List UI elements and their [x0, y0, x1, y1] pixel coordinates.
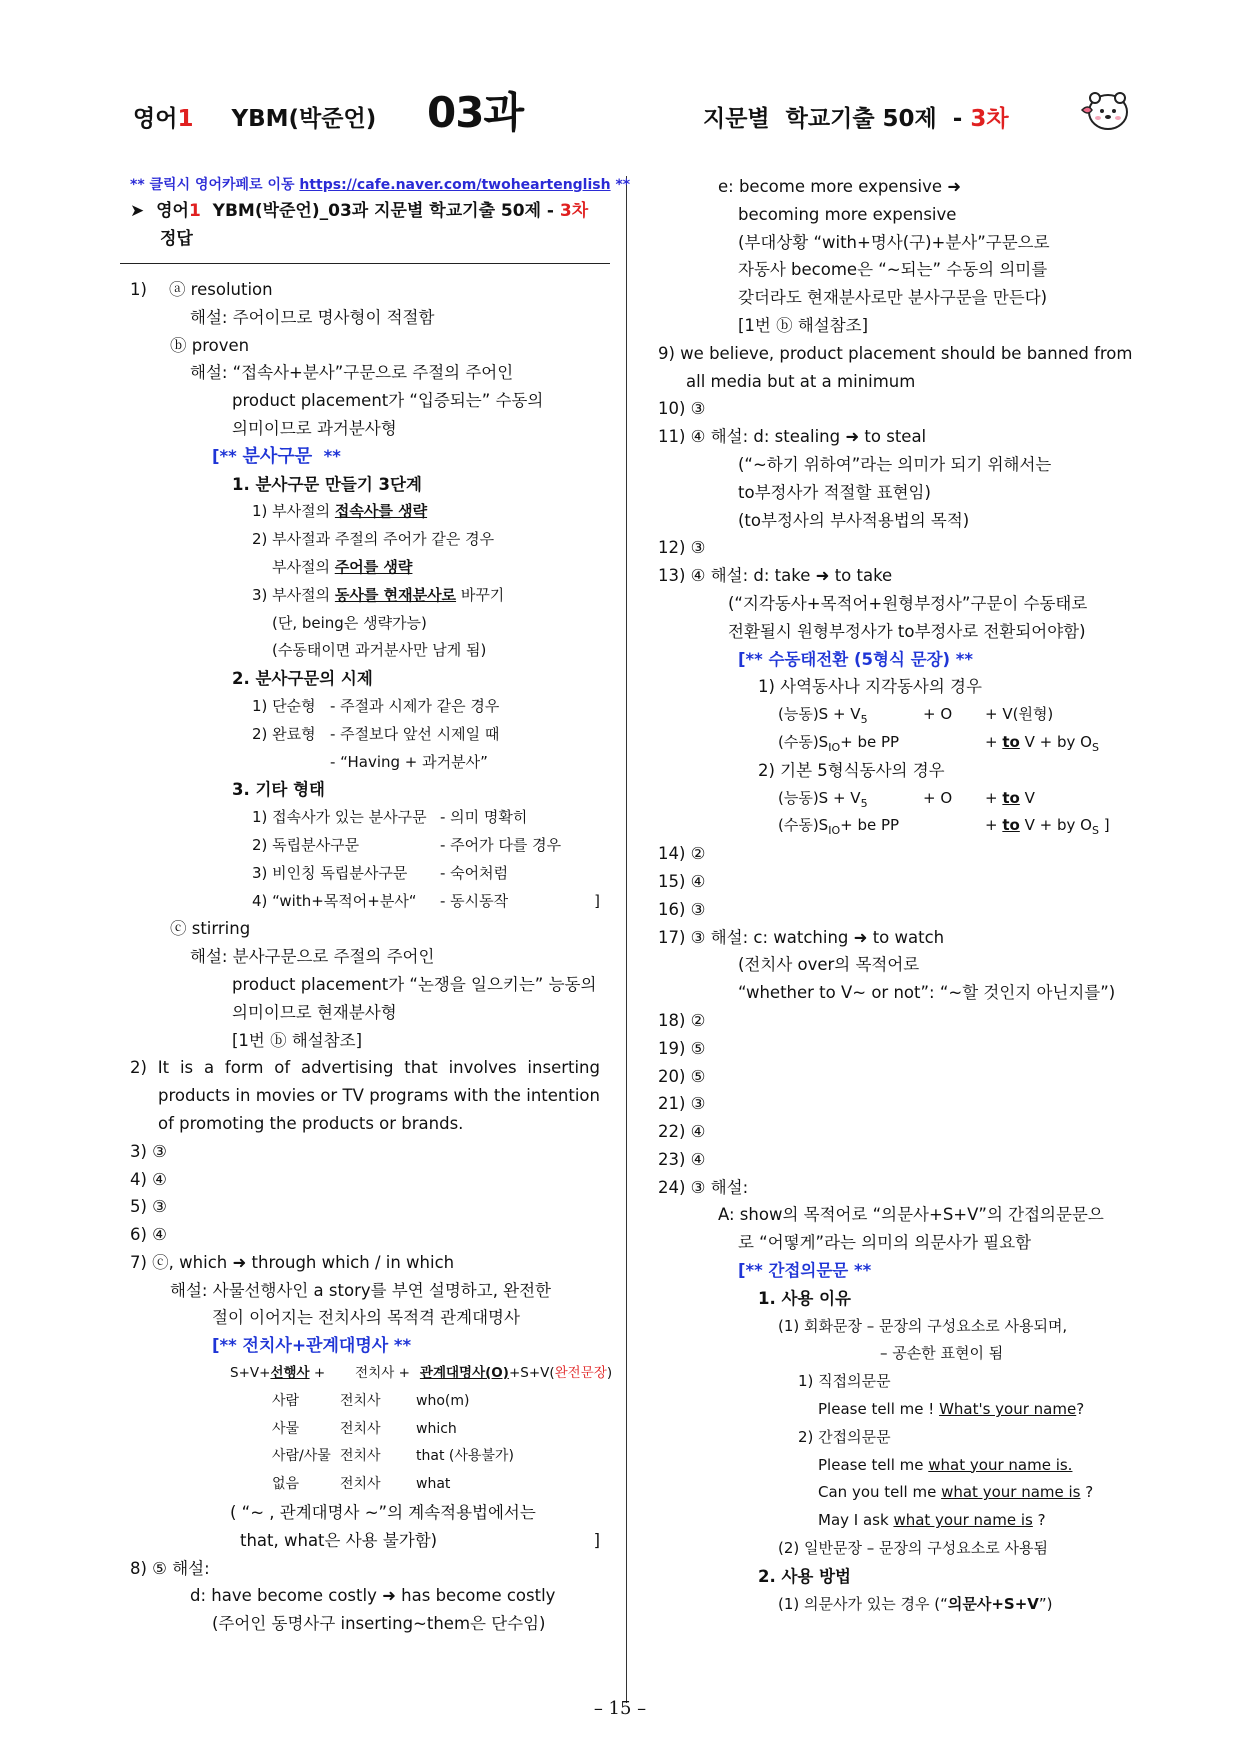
box-bracket: ** — [388, 1336, 412, 1356]
answer-20: 20) ⑤ — [658, 1066, 706, 1086]
text: to — [1002, 788, 1020, 807]
explanation: becoming more expensive — [738, 204, 957, 224]
example — [658, 1452, 1128, 1480]
relative-table-row — [130, 1416, 600, 1444]
text: 1) 부사절의 — [252, 502, 335, 521]
section-title: 1. 분사구문 만들기 3단계 — [232, 474, 422, 494]
list-item: (1) 회화문장 – 문장의 구성요소로 사용되며, — [778, 1316, 1068, 1335]
text: 부사절의 — [272, 557, 335, 576]
list-item: 1) 직접의문문 — [798, 1372, 891, 1391]
text: 전치사 — [340, 1448, 381, 1465]
explanation: A: show의 목적어로 “의문사+S+V”의 간접의문문으 — [718, 1205, 1104, 1225]
text: S+V+ — [230, 1365, 271, 1382]
text: V + by O — [1019, 816, 1092, 835]
box-bracket: ** — [848, 1261, 872, 1281]
text: May I ask — [818, 1511, 894, 1530]
list-item: (2) 일반문장 – 문장의 구성요소로 사용됨 — [778, 1539, 1048, 1558]
text: S — [1091, 740, 1099, 754]
text: 2) 독립분사구문 — [252, 835, 360, 854]
list-item: 2) 간접의문문 — [798, 1427, 891, 1446]
list-item — [130, 582, 600, 610]
text: IO — [828, 824, 841, 838]
text: which — [416, 1420, 457, 1437]
section-title: 3. 기타 형태 — [232, 780, 325, 800]
text: 바꾸기 — [456, 585, 505, 604]
answer-17: 17) ③ 해설: c: watching ➜ to watch — [658, 927, 945, 947]
text: who(m) — [416, 1392, 470, 1409]
text: What's your name — [939, 1400, 1077, 1419]
header-publisher: YBM(박준언) — [231, 106, 377, 132]
explanation: 갖더라도 현재분사로만 분사구문을 만든다) — [738, 288, 1048, 308]
explanation: (전치사 over의 목적어로 — [738, 955, 920, 975]
text: 접속사를 생략 — [334, 502, 428, 521]
text: 사람 — [272, 1392, 300, 1409]
text: what your name is — [893, 1511, 1033, 1530]
grammar-box-title — [130, 443, 600, 471]
section-title: 2. 분사구문의 시제 — [232, 669, 373, 689]
text: (능동)S + V — [778, 705, 861, 724]
text: + O — [923, 788, 953, 807]
explanation: [1번 ⓑ 해설참조] — [738, 315, 869, 335]
explanation: 로 “어떻게”라는 의미의 의문사가 필요함 — [738, 1233, 1032, 1253]
list-item: 1) 사역동사나 지각동사의 경우 — [758, 677, 982, 697]
answer-18: 18) ② — [658, 1010, 706, 1030]
formula-row — [658, 701, 1128, 729]
answer-num: 1) — [130, 280, 147, 299]
cafe-link-suffix: ** — [610, 177, 631, 193]
text: + — [985, 788, 1003, 807]
answer-7: 7) ⓒ, which ➜ through which / in which — [130, 1252, 455, 1272]
text: 사람/사물 — [272, 1448, 331, 1465]
header-lesson: 03과 — [427, 88, 524, 137]
answer-title — [120, 197, 610, 264]
text: ) — [606, 1365, 613, 1382]
text: that, what은 사용 불가함) — [240, 1530, 438, 1550]
header-left — [133, 100, 376, 133]
answer-24: 24) ③ 해설: — [658, 1177, 749, 1197]
answer-14: 14) ② — [658, 844, 706, 864]
list-item: 2) 기본 5형식동사의 경우 — [758, 760, 945, 780]
arrow-icon: ➤ — [130, 201, 145, 221]
text: (수동)S — [778, 816, 829, 835]
explanation: e: become more expensive ➜ — [718, 177, 962, 196]
answer-8: 8) ⑤ 해설: — [130, 1558, 210, 1578]
explanation: 해설: “접속사+분사”구문으로 주절의 주어인 — [190, 363, 514, 383]
header-set-title: 지문별 학교기출 50제 - — [703, 106, 971, 132]
title-part: 3차 — [559, 201, 589, 221]
list-item — [130, 860, 600, 888]
answer-2 — [130, 1054, 600, 1137]
text: 전치사 + — [355, 1365, 410, 1382]
list-item: (단, being은 생략가능) — [272, 613, 427, 632]
text: ] — [594, 891, 600, 910]
formula-row — [658, 812, 1128, 840]
answer-4: 4) ④ — [130, 1169, 167, 1189]
answer-9-cont: all media but at a minimum — [686, 371, 916, 391]
text: + — [309, 1365, 326, 1382]
text: (수동)S — [778, 732, 829, 751]
explanation: 해설: 주어이므로 명사형이 적절함 — [190, 307, 435, 327]
explanation: (부대상황 “with+명사(구)+분사”구문으로 — [738, 232, 1050, 252]
text: - 주절보다 앞선 시제일 때 — [330, 724, 500, 743]
text: (1) 의문사가 있는 경우 (“ — [778, 1594, 948, 1613]
formula-row — [658, 729, 1128, 757]
text: what your name is. — [928, 1455, 1073, 1474]
text: ? — [1080, 1483, 1094, 1502]
text: 동사를 현재분사로 — [334, 585, 457, 604]
list-item — [130, 888, 600, 916]
answer-text: It is a form of advertising that involves inserting products in movies or TV programs with the intention of promoting the products or brands. — [157, 1058, 600, 1133]
text: - 주절과 시제가 같은 경우 — [330, 696, 500, 715]
box-bracket: [** — [212, 446, 243, 466]
box-bracket: [** — [738, 649, 769, 669]
box-bracket: [** — [212, 1336, 243, 1356]
text: 5 — [860, 713, 868, 727]
text: (능동)S + V — [778, 788, 861, 807]
answer-text: ⓑ proven — [170, 335, 250, 355]
list-item: (수동태이면 과거분사만 남게 됨) — [272, 641, 487, 660]
formula-row — [658, 785, 1128, 813]
box-bracket: [** — [738, 1261, 769, 1281]
header-subject-num: 1 — [177, 106, 194, 132]
right-column — [658, 173, 1133, 1618]
answer-text: ⓒ stirring — [170, 919, 251, 939]
answer-15: 15) ④ — [658, 871, 706, 891]
text: 2) 완료형 — [252, 724, 316, 743]
text: 3) 비인칭 독립분사구문 — [252, 863, 408, 882]
answer-10: 10) ③ — [658, 399, 706, 419]
relative-table-header — [130, 1360, 613, 1388]
answer-19: 19) ⑤ — [658, 1038, 706, 1058]
answer-9: 9) we believe, product placement should be banned from — [658, 343, 1133, 363]
title-part: 1 — [188, 201, 201, 221]
text: + — [985, 816, 1003, 835]
section-title: 1. 사용 이유 — [758, 1288, 851, 1308]
explanation: 해설: 사물선행사인 a story를 부연 설명하고, 완전한 — [170, 1280, 551, 1300]
box-title: 간접의문문 — [768, 1261, 849, 1281]
column-divider — [626, 176, 627, 1703]
text: that (사용불가) — [416, 1448, 514, 1465]
text: + be PP — [840, 732, 900, 751]
text: 3) 부사절의 — [252, 585, 335, 604]
page-number: – 15 – — [593, 1698, 647, 1719]
text: 사물 — [272, 1420, 300, 1437]
text: 5 — [860, 796, 868, 810]
text: 4) “with+목적어+분사“ — [252, 891, 417, 910]
explanation: to부정사가 적절할 표현임) — [738, 482, 931, 502]
explanation: (“~하기 위하여”라는 의미가 되기 위해서는 — [738, 454, 1052, 474]
list-item — [130, 804, 600, 832]
text: 관계대명사(O) — [419, 1365, 509, 1382]
text: to — [1002, 732, 1020, 751]
title-part: 정답 — [160, 229, 193, 249]
example — [658, 1507, 1128, 1535]
text: what your name is — [941, 1483, 1081, 1502]
list-item — [130, 721, 600, 749]
title-part: 영어 — [156, 201, 189, 221]
explanation: 의미이므로 현재분사형 — [232, 1002, 397, 1022]
list-item: - “Having + 과거분사” — [330, 752, 488, 771]
answer-num: 2) — [130, 1058, 147, 1078]
text: 완전문장 — [554, 1365, 607, 1382]
explanation: (“지각동사+목적어+원형부정사”구문이 수동태로 — [728, 593, 1088, 613]
left-column — [130, 173, 631, 1638]
explanation: 절이 이어지는 전치사의 목적격 관계대명사 — [212, 1308, 520, 1328]
answer-22: 22) ④ — [658, 1122, 706, 1142]
text: +S+V( — [508, 1365, 555, 1382]
text: 주어를 생략 — [334, 557, 413, 576]
bear-mascot-icon — [1078, 86, 1130, 134]
page-header — [0, 80, 1240, 150]
answer-text: ⓐ resolution — [168, 280, 273, 299]
text: ? — [1076, 1400, 1085, 1419]
answer-1 — [130, 276, 600, 304]
text: ] — [593, 1530, 600, 1550]
title-part: YBM(박준언)_03과 지문별 학교기출 50제 - — [200, 201, 560, 221]
explanation: d: have become costly ➜ has become costly — [190, 1586, 556, 1606]
text: ”) — [1038, 1594, 1053, 1613]
text: V + by O — [1019, 732, 1092, 751]
grammar-box-title — [658, 646, 1128, 674]
explanation: [1번 ⓑ 해설참조] — [232, 1030, 363, 1050]
text: Please tell me — [818, 1455, 929, 1474]
answer-12: 12) ③ — [658, 538, 706, 558]
text: V — [1019, 788, 1035, 807]
box-title: 수동태전환 (5형식 문장) — [768, 649, 951, 669]
explanation: (to부정사의 부사적용법의 목적) — [738, 510, 970, 530]
example — [658, 1396, 1128, 1424]
text: Can you tell me — [818, 1483, 942, 1502]
text: 의문사+S+V — [947, 1594, 1039, 1613]
answer-11: 11) ④ 해설: d: stealing ➜ to steal — [658, 427, 927, 447]
text: 1) 단순형 — [252, 696, 316, 715]
text: - 주어가 다를 경우 — [440, 835, 562, 854]
table-note: ( “~ , 관계대명사 ~”의 계속적용법에서는 — [230, 1503, 536, 1523]
box-title: 분사구문 — [242, 445, 313, 467]
cafe-link-prefix: ** 클릭시 영어카페로 이동 — [130, 177, 300, 193]
answer-23: 23) ④ — [658, 1149, 706, 1169]
cafe-link-url[interactable]: https://cafe.naver.com/twoheartenglish — [299, 177, 611, 193]
explanation: (주어인 동명사구 inserting~them은 단수임) — [212, 1614, 546, 1634]
answer-13: 13) ④ 해설: d: take ➜ to take — [658, 566, 893, 586]
text: 전치사 — [340, 1476, 381, 1493]
answer-5: 5) ③ — [130, 1197, 167, 1217]
table-note — [130, 1527, 600, 1555]
box-title: 전치사+관계대명사 — [242, 1336, 389, 1357]
list-item: 2) 부사절과 주절의 주어가 같은 경우 — [252, 530, 495, 549]
list-item — [130, 498, 600, 526]
text: - 동시동작 — [440, 891, 509, 910]
relative-table-row — [130, 1388, 600, 1416]
example — [658, 1479, 1128, 1507]
text: - 숙어처럼 — [440, 863, 509, 882]
section-title: 2. 사용 방법 — [758, 1566, 851, 1586]
box-bracket: ** — [312, 446, 341, 466]
text: what — [416, 1476, 451, 1493]
explanation: product placement가 “입증되는” 수동의 — [232, 391, 544, 411]
explanation: “whether to V~ or not”: “~할 것인지 아닌지를”) — [738, 983, 1116, 1003]
grammar-box-title — [130, 1332, 600, 1360]
text: Please tell me ! — [818, 1400, 940, 1419]
text: to — [1002, 816, 1020, 835]
header-subject: 영어 — [133, 106, 178, 132]
explanation: 자동사 become은 “~되는” 수동의 의미를 — [738, 260, 1048, 280]
answer-3: 3) ③ — [130, 1141, 167, 1161]
text: + be PP — [840, 816, 900, 835]
explanation: 해설: 분사구문으로 주절의 주어인 — [190, 947, 435, 967]
list-item — [658, 1591, 1128, 1619]
relative-table-row — [130, 1471, 600, 1499]
list-item — [130, 554, 600, 582]
cafe-link[interactable] — [130, 173, 631, 197]
answer-21: 21) ③ — [658, 1094, 706, 1114]
text: ? — [1032, 1511, 1046, 1530]
text: IO — [828, 740, 841, 754]
text: + — [985, 732, 1003, 751]
explanation: 의미이므로 과거분사형 — [232, 418, 397, 438]
text: 선행사 — [270, 1365, 310, 1382]
text: 1) 접속사가 있는 분사구문 — [252, 808, 427, 827]
text: + O — [923, 705, 953, 724]
relative-table-row — [130, 1443, 600, 1471]
text: S — [1091, 824, 1099, 838]
text: - 의미 명확히 — [440, 808, 528, 827]
header-right — [703, 100, 1009, 133]
answer-6: 6) ④ — [130, 1225, 167, 1245]
text: + V(원형) — [985, 705, 1054, 724]
explanation: product placement가 “논쟁을 일으키는” 능동의 — [232, 974, 597, 994]
list-item: – 공손한 표현이 됨 — [880, 1344, 1004, 1363]
grammar-box-title — [658, 1257, 1128, 1285]
header-set-num: 3차 — [970, 106, 1009, 132]
text: 없음 — [272, 1476, 300, 1493]
explanation: 전환될시 원형부정사가 to부정사로 전환되어야함) — [728, 621, 1086, 641]
list-item — [130, 832, 600, 860]
text: 전치사 — [340, 1392, 381, 1409]
box-bracket: ** — [950, 649, 974, 669]
text: 전치사 — [340, 1420, 381, 1437]
text: ] — [1098, 816, 1110, 835]
list-item — [130, 693, 600, 721]
answer-16: 16) ③ — [658, 899, 706, 919]
